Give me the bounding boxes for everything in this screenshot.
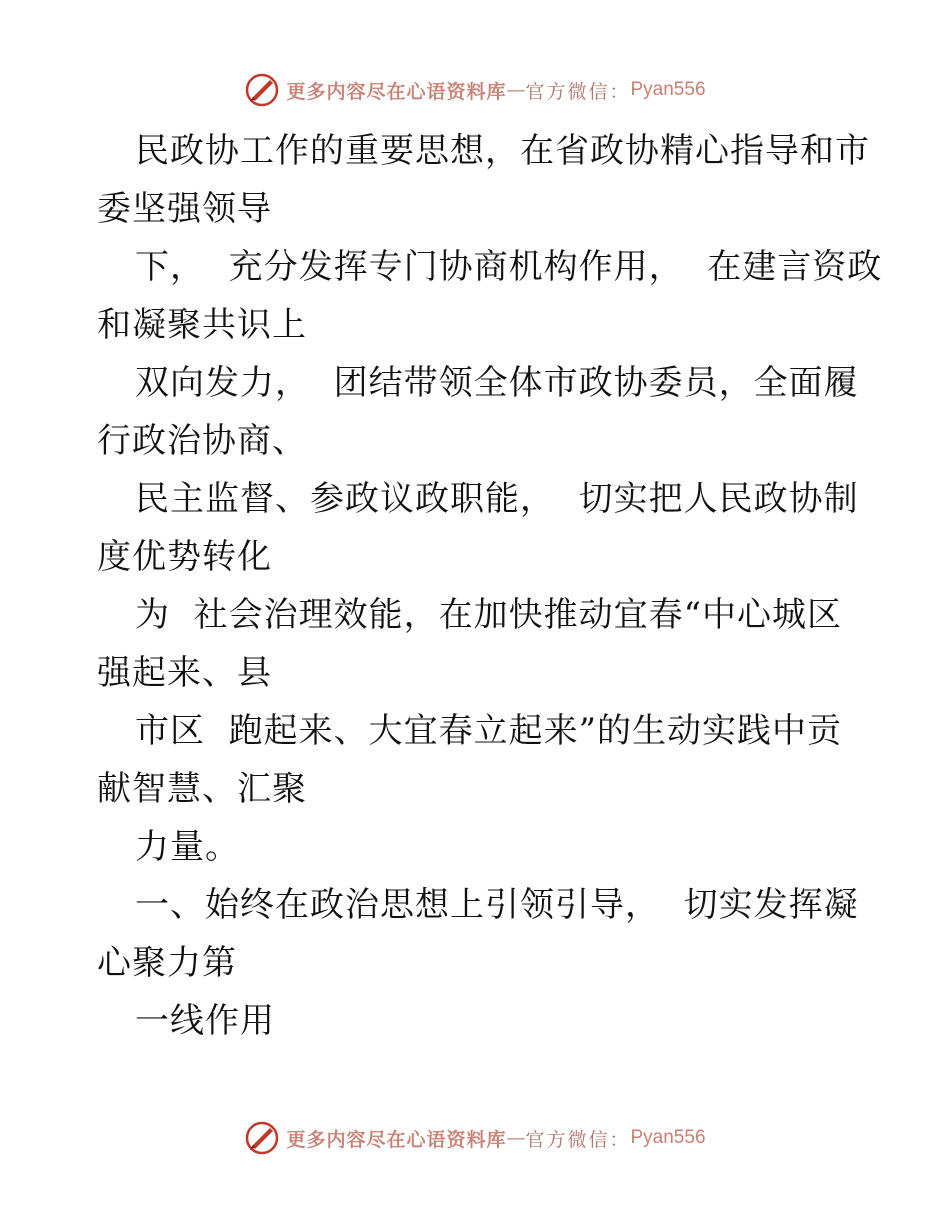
text-line: 强起来、县 — [97, 653, 272, 693]
text-line: 和凝聚共识上 — [97, 305, 307, 345]
watermark-dash: — — [506, 1127, 526, 1149]
watermark-site-text: 更多内容尽在心语资料库 — [286, 80, 507, 103]
text-line: 一线作用 — [135, 1001, 275, 1041]
watermark-wechat-label: 官方微信： — [525, 1128, 631, 1151]
watermark-dash: — — [506, 79, 526, 101]
text-line: 双向发力， 团结带领全体市政协委员，全面履 — [135, 363, 859, 403]
text-line: 民政协工作的重要思想，在省政协精心指导和市 — [135, 131, 870, 171]
footer-watermark — [0, 1118, 950, 1158]
text-line: 行政治协商、 — [97, 421, 307, 461]
text-line: 下， 充分发挥专门协商机构作用， 在建言资政 — [135, 247, 883, 287]
text-line: 民主监督、参政议政职能， 切实把人民政协制 — [135, 479, 859, 519]
pen-logo-icon — [244, 1120, 280, 1156]
text-line: 市区 跑起来、大宜春立起来”的生动实践中贡 — [135, 711, 842, 751]
text-line: 一、始终在政治思想上引领引导， 切实发挥凝 — [135, 885, 859, 925]
header-watermark — [0, 70, 950, 110]
text-line: 力量。 — [135, 827, 240, 867]
watermark-wechat-id: Pyan556 — [630, 79, 706, 100]
document-body — [97, 122, 883, 1050]
pen-logo-icon — [244, 72, 280, 108]
text-line: 度优势转化 — [97, 537, 272, 577]
text-line: 心聚力第 — [97, 943, 237, 983]
text-line: 献智慧、汇聚 — [97, 769, 307, 809]
text-line: 委坚强领导 — [97, 189, 272, 229]
watermark-wechat-label: 官方微信： — [525, 80, 631, 103]
text-line: 为 社会治理效能，在加快推动宜春“中心城区 — [135, 595, 842, 635]
watermark-site-text: 更多内容尽在心语资料库 — [286, 1128, 507, 1151]
watermark-wechat-id: Pyan556 — [630, 1127, 706, 1148]
